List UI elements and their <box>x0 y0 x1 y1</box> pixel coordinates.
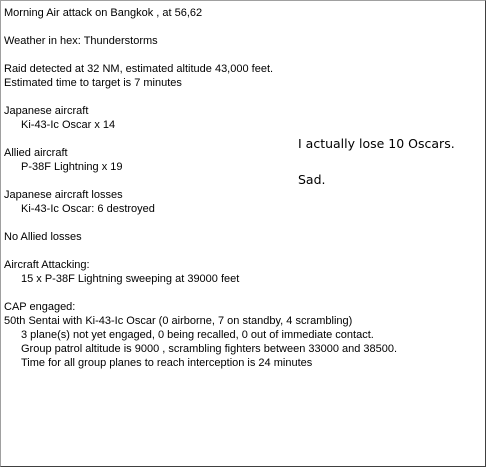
annotation-note: I actually lose 10 Oscars. <box>298 136 455 151</box>
user-annotations <box>298 135 455 189</box>
report-title: Morning Air attack on Bangkok , at 56,62 <box>4 7 203 19</box>
japanese-aircraft-heading: Japanese aircraft <box>4 105 89 117</box>
japanese-aircraft-item: Ki-43-Ic Oscar x 14 <box>21 119 116 131</box>
spacer <box>4 90 474 104</box>
time-to-target-line: Estimated time to target is 7 minutes <box>4 77 182 89</box>
allied-aircraft-heading: Allied aircraft <box>4 147 68 159</box>
cap-detail-line: 3 plane(s) not yet engaged, 0 being recalled, 0 out of immediate contact. <box>21 329 374 341</box>
spacer <box>4 286 474 300</box>
weather-line: Weather in hex: Thunderstorms <box>4 35 158 47</box>
cap-detail-line: Time for all group planes to reach interception is 24 minutes <box>21 357 313 369</box>
japanese-losses-item: Ki-43-Ic Oscar: 6 destroyed <box>21 203 155 215</box>
spacer <box>4 20 474 34</box>
aircraft-attacking-item: 15 x P-38F Lightning sweeping at 39000 feet <box>21 273 240 285</box>
japanese-losses-heading: Japanese aircraft losses <box>4 189 123 201</box>
spacer <box>4 244 474 258</box>
cap-unit-line: 50th Sentai with Ki-43-Ic Oscar (0 airborne, 7 on standby, 4 scrambling) <box>4 315 353 327</box>
annotation-note: Sad. <box>298 172 326 187</box>
aircraft-attacking-heading: Aircraft Attacking: <box>4 259 90 271</box>
allied-aircraft-item: P-38F Lightning x 19 <box>21 161 123 173</box>
spacer <box>4 48 474 62</box>
raid-detected-line: Raid detected at 32 NM, estimated altitude 43,000 feet. <box>4 63 274 75</box>
cap-detail-line: Group patrol altitude is 9000 , scrambling fighters between 33000 and 38500. <box>21 343 398 355</box>
allied-losses-line: No Allied losses <box>4 231 82 243</box>
spacer <box>4 216 474 230</box>
cap-heading: CAP engaged: <box>4 301 76 313</box>
